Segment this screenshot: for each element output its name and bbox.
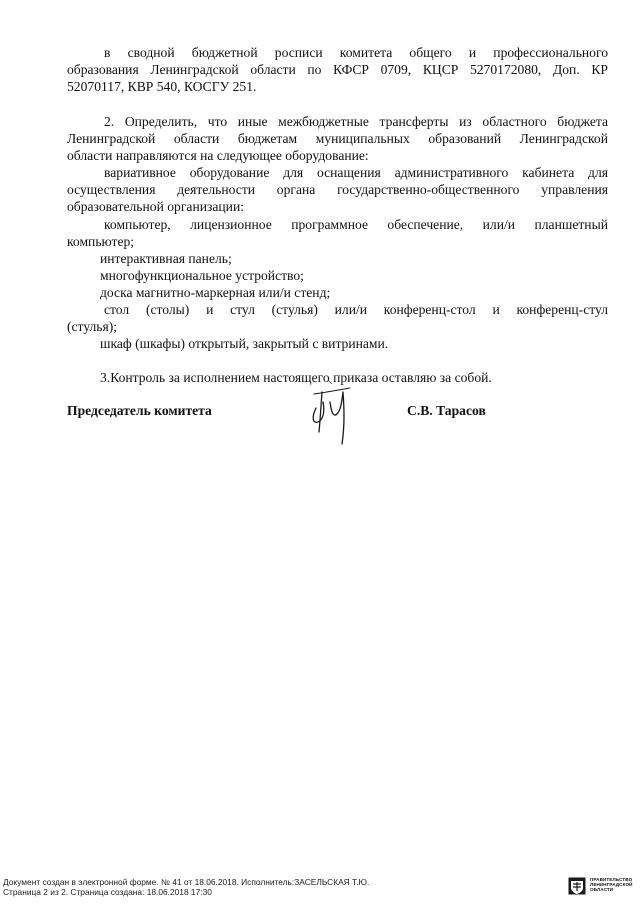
- paragraph-line: 52070117, КВР 540, КОСГУ 251.: [67, 79, 257, 94]
- list-item: (стулья);: [67, 319, 118, 334]
- list-item: компьютер, лицензионное программное обеспечение, или/и планшетный: [104, 217, 608, 232]
- org-name-line: ЛЕНИНГРАДСКОЙ: [590, 882, 633, 888]
- signature-title: Председатель комитета: [67, 403, 212, 418]
- org-name-line: ОБЛАСТИ: [590, 887, 614, 893]
- paragraph-line: вариативное оборудование для оснащения административного кабинета для: [104, 165, 608, 180]
- coat-of-arms-icon: [568, 877, 586, 895]
- org-name: [590, 877, 633, 893]
- handwritten-signature: [300, 372, 380, 452]
- paragraph-line: 2. Определить, что иные межбюджетные трансферты из областного бюджета: [104, 114, 608, 129]
- list-item: стол (столы) и стул (стулья) или/и конференц-стол и конференц-стул: [104, 302, 608, 317]
- paragraph-line: образования Ленинградской области по КФСР 0709, КЦСР 5270172080, Доп. КР: [67, 62, 608, 77]
- org-name-line: ПРАВИТЕЛЬСТВО: [590, 877, 633, 882]
- paragraph-line: в сводной бюджетной росписи комитета общего и профессионального: [104, 45, 608, 60]
- paragraph-line: образовательной организации:: [67, 199, 245, 214]
- signature-name: С.В. Тарасов: [407, 403, 486, 418]
- list-item: компьютер;: [67, 234, 135, 249]
- footer-page-info: Страница 2 из 2. Страница создана: 18.06.2018 17:30: [3, 887, 212, 897]
- document-footer: [3, 877, 637, 897]
- list-item: интерактивная панель;: [100, 251, 232, 266]
- paragraph-line: Ленинградской области бюджетам муниципальных образований Ленинградской: [67, 131, 608, 146]
- list-item: многофункциональное устройство;: [100, 268, 304, 283]
- paragraph-line: осуществления деятельности органа государственно-общественного управления: [67, 182, 608, 197]
- paragraph-line: области направляются на следующее оборудование:: [67, 148, 369, 163]
- list-item: шкаф (шкафы) открытый, закрытый с витринами.: [100, 336, 389, 351]
- list-item: доска магнитно-маркерная или/и стенд;: [100, 285, 331, 300]
- paragraph-line: 3.Контроль за исполнением настоящего приказа оставляю за собой.: [100, 370, 492, 385]
- footer-doc-info: Документ создан в электронной форме. № 41 от 18.06.2018. Исполнитель:ЗАСЕЛЬСКАЯ Т.Ю.: [3, 877, 370, 887]
